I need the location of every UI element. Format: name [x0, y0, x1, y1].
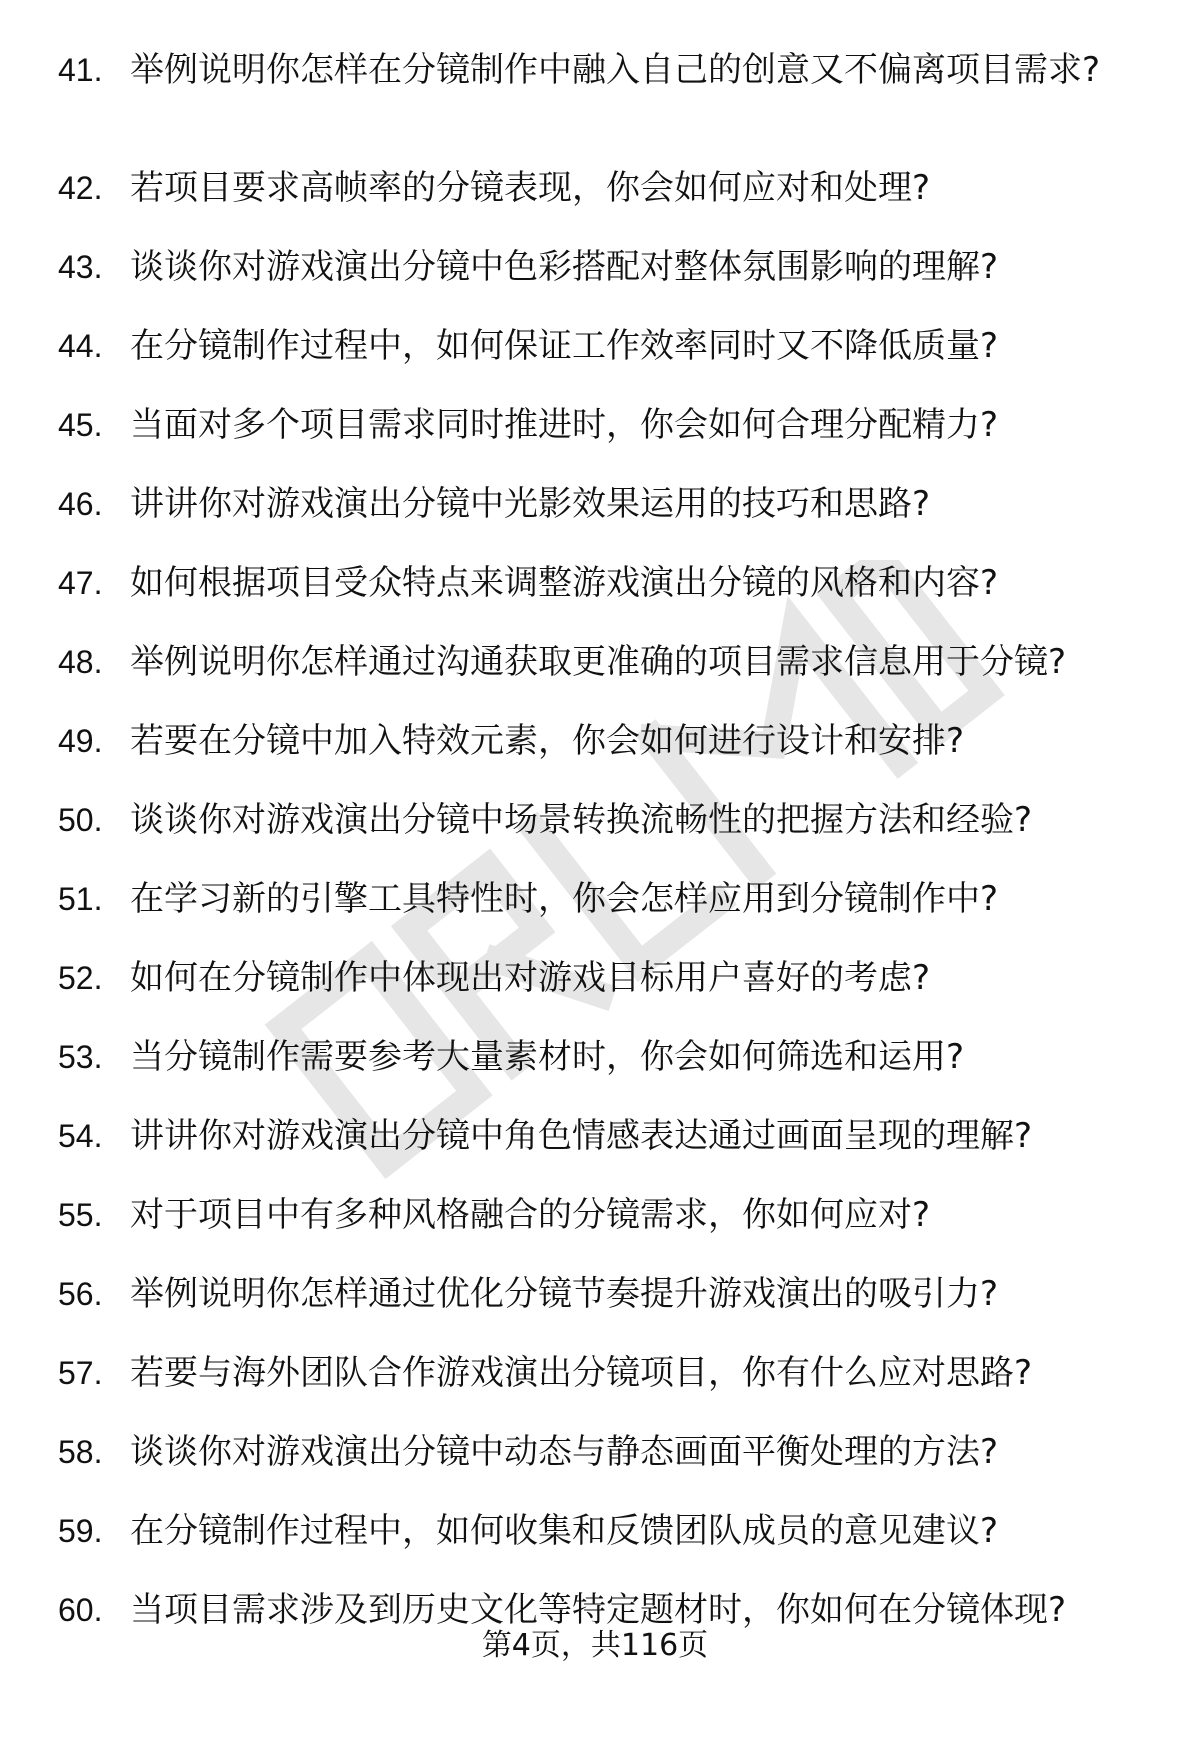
question-text: 对于项目中有多种风格融合的分镜需求，你如何应对?	[130, 1195, 931, 1235]
question-number: 50.	[58, 802, 103, 838]
question-text: 如何根据项目受众特点来调整游戏演出分镜的风格和内容?	[130, 563, 999, 603]
question-number: 48.	[58, 644, 103, 680]
question-number: 46.	[58, 486, 103, 522]
question-text: 在学习新的引擎工具特性时，你会怎样应用到分镜制作中?	[130, 879, 999, 919]
question-item	[0, 168, 1190, 247]
question-item	[0, 247, 1190, 326]
question-number: 53.	[58, 1039, 103, 1075]
question-number: 55.	[58, 1197, 103, 1233]
question-text: 讲讲你对游戏演出分镜中光影效果运用的技巧和思路?	[130, 484, 931, 524]
page-footer	[0, 1628, 1190, 1664]
question-item	[0, 642, 1190, 721]
question-item	[0, 326, 1190, 405]
question-number: 42.	[58, 170, 103, 206]
question-number: 45.	[58, 407, 103, 443]
question-item	[0, 1116, 1190, 1195]
question-item	[0, 1432, 1190, 1511]
question-item	[0, 879, 1190, 958]
question-number: 58.	[58, 1434, 103, 1470]
question-number: 60.	[58, 1592, 103, 1628]
question-text: 若要在分镜中加入特效元素，你会如何进行设计和安排?	[130, 721, 965, 761]
question-item	[0, 721, 1190, 800]
question-text: 当面对多个项目需求同时推进时，你会如何合理分配精力?	[130, 405, 999, 445]
question-text: 谈谈你对游戏演出分镜中场景转换流畅性的把握方法和经验?	[130, 800, 1033, 840]
question-text: 举例说明你怎样在分镜制作中融入自己的创意又不偏离项目需求?	[130, 50, 1101, 90]
question-list	[0, 50, 1190, 1669]
question-number: 49.	[58, 723, 103, 759]
question-text: 如何在分镜制作中体现出对游戏目标用户喜好的考虑?	[130, 958, 931, 998]
question-number: 47.	[58, 565, 103, 601]
question-item	[0, 1353, 1190, 1432]
question-text: 谈谈你对游戏演出分镜中色彩搭配对整体氛围影响的理解?	[130, 247, 999, 287]
question-item	[0, 484, 1190, 563]
question-text: 举例说明你怎样通过沟通获取更准确的项目需求信息用于分镜?	[130, 642, 1067, 682]
question-number: 54.	[58, 1118, 103, 1154]
question-item	[0, 800, 1190, 879]
question-text: 谈谈你对游戏演出分镜中动态与静态画面平衡处理的方法?	[130, 1432, 999, 1472]
question-text: 当分镜制作需要参考大量素材时，你会如何筛选和运用?	[130, 1037, 965, 1077]
question-number: 59.	[58, 1513, 103, 1549]
question-number: 44.	[58, 328, 103, 364]
question-text: 在分镜制作过程中，如何保证工作效率同时又不降低质量?	[130, 326, 999, 366]
question-item	[0, 1037, 1190, 1116]
question-number: 57.	[58, 1355, 103, 1391]
question-text: 举例说明你怎样通过优化分镜节奏提升游戏演出的吸引力?	[130, 1274, 999, 1314]
question-item	[0, 405, 1190, 484]
page-number-label: 第4页，共116页	[481, 1628, 709, 1663]
question-item	[0, 1195, 1190, 1274]
question-item	[0, 1274, 1190, 1353]
question-item	[0, 50, 1190, 168]
question-item	[0, 958, 1190, 1037]
question-text: 当项目需求涉及到历史文化等特定题材时，你如何在分镜体现?	[130, 1590, 1067, 1630]
question-item	[0, 1511, 1190, 1590]
question-text: 若要与海外团队合作游戏演出分镜项目，你有什么应对思路?	[130, 1353, 1033, 1393]
question-text: 若项目要求高帧率的分镜表现，你会如何应对和处理?	[130, 168, 931, 208]
question-item	[0, 563, 1190, 642]
question-number: 43.	[58, 249, 103, 285]
question-number: 52.	[58, 960, 103, 996]
question-number: 51.	[58, 881, 103, 917]
question-number: 56.	[58, 1276, 103, 1312]
question-text: 讲讲你对游戏演出分镜中角色情感表达通过画面呈现的理解?	[130, 1116, 1033, 1156]
question-text: 在分镜制作过程中，如何收集和反馈团队成员的意见建议?	[130, 1511, 999, 1551]
question-number: 41.	[58, 52, 103, 88]
